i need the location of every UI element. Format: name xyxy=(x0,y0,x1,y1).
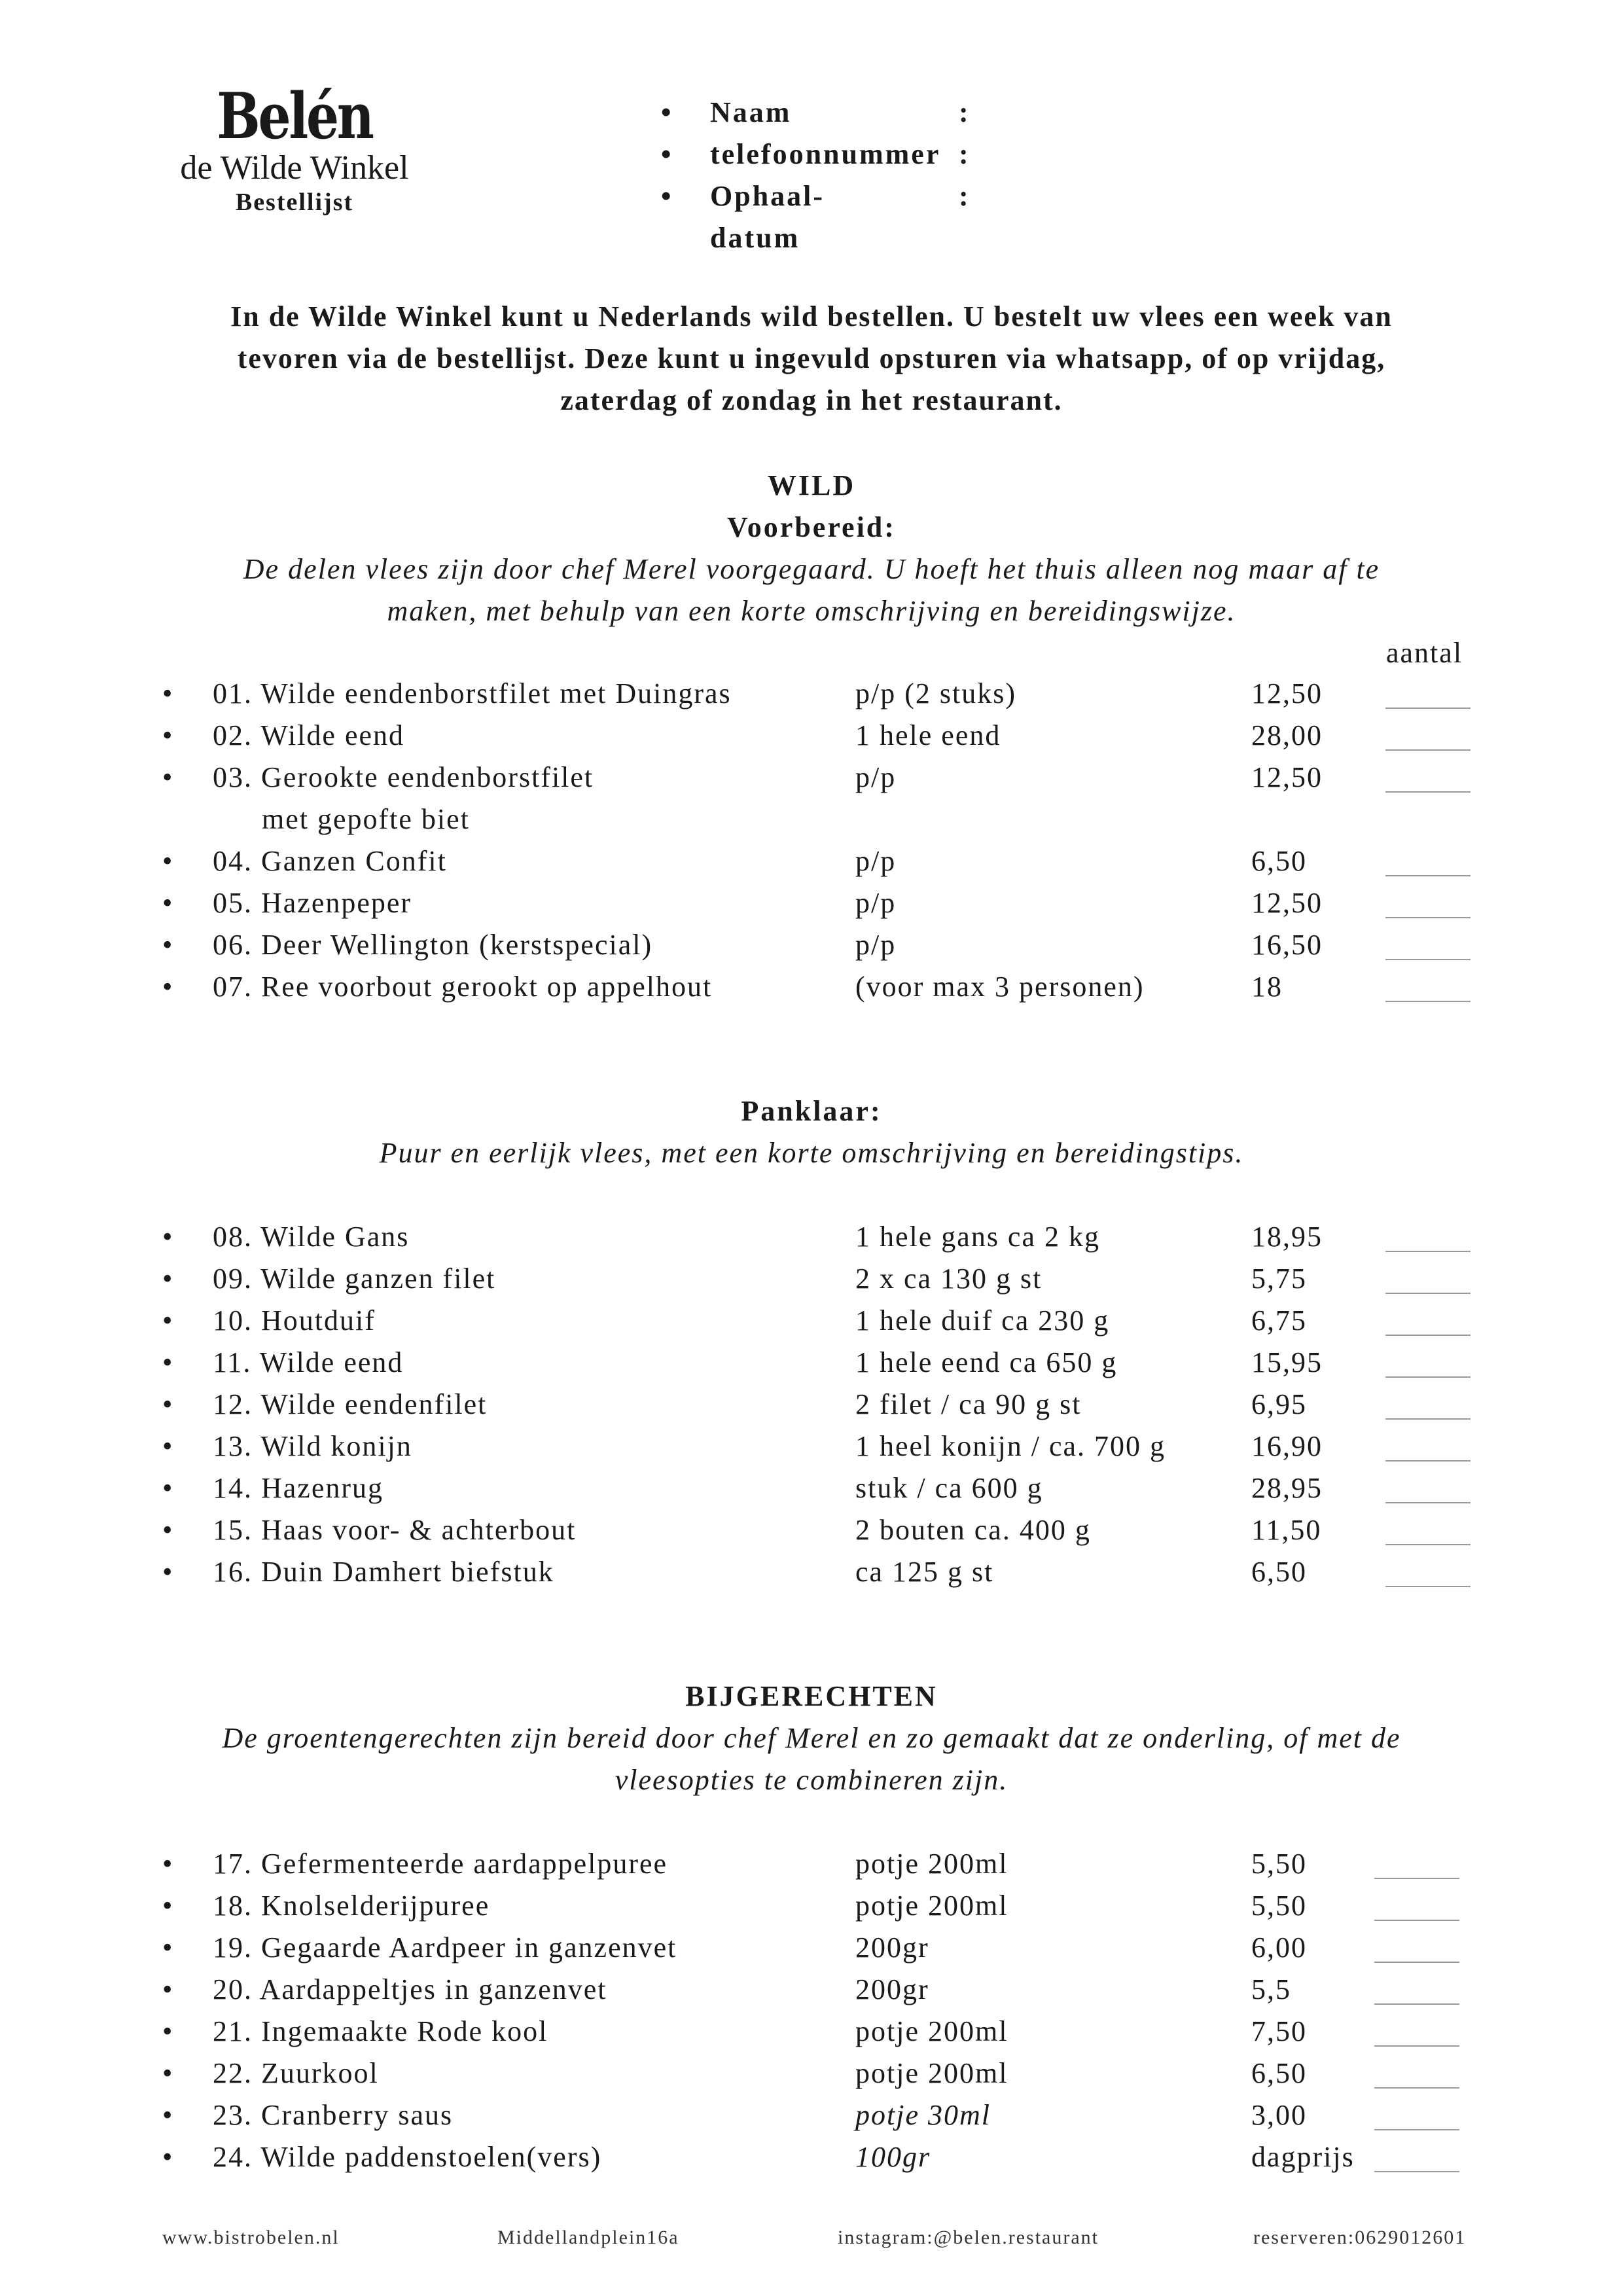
field-colon: : xyxy=(959,180,971,212)
bullet: • xyxy=(162,1848,174,1880)
item-name: 18. Knolselderijpuree xyxy=(213,1890,490,1922)
list-item xyxy=(0,1551,1623,1593)
quantity-line[interactable] xyxy=(1374,2129,1459,2130)
item-unit: 1 hele gans ca 2 kg xyxy=(855,1221,1100,1253)
bullet: • xyxy=(162,2099,174,2131)
list-item xyxy=(0,1426,1623,1467)
item-name: 19. Gegaarde Aardpeer in ganzenvet xyxy=(213,1931,677,1964)
item-unit: 1 heel konijn / ca. 700 g xyxy=(855,1430,1166,1462)
list-item xyxy=(0,1300,1623,1342)
section-title: BIJGERECHTEN xyxy=(685,1680,938,1712)
list-item xyxy=(0,924,1623,966)
bullet: • xyxy=(162,1472,174,1504)
item-name: 14. Hazenrug xyxy=(213,1472,384,1504)
list-item xyxy=(0,1509,1623,1551)
item-name: 12. Wilde eendenfilet xyxy=(213,1388,488,1420)
item-name: 23. Cranberry saus xyxy=(213,2099,454,2131)
section-description: Puur en eerlijk vlees, met een korte omschrijving en bereidingstips. xyxy=(379,1137,1244,1169)
item-unit: stuk / ca 600 g xyxy=(855,1472,1043,1504)
item-price: 5,75 xyxy=(1251,1263,1307,1295)
item-name: 03. Gerookte eendenborstfilet xyxy=(213,761,594,793)
item-price: 6,50 xyxy=(1251,1556,1307,1588)
item-price: dagprijs xyxy=(1251,2141,1355,2173)
logo-subtitle: de Wilde Winkel xyxy=(180,149,409,187)
aantal-header: aantal xyxy=(1386,637,1463,669)
item-price: 16,90 xyxy=(1251,1430,1323,1462)
item-price: 5,50 xyxy=(1251,1848,1307,1880)
item-unit: p/p (2 stuks) xyxy=(855,677,1016,709)
item-name: 13. Wild konijn xyxy=(213,1430,412,1462)
item-unit: p/p xyxy=(855,845,897,877)
quantity-line[interactable] xyxy=(1385,1502,1471,1503)
item-name: 16. Duin Damhert biefstuk xyxy=(213,1556,554,1588)
section-description: maken, met behulp van een korte omschrijving en bereidingswijze. xyxy=(387,595,1236,627)
intro-line: zaterdag of zondag in het restaurant. xyxy=(560,384,1063,416)
logo-list-label: Bestellijst xyxy=(235,188,354,216)
item-name: 10. Houtduif xyxy=(213,1304,376,1336)
field-label: telefoonnummer xyxy=(710,138,941,170)
item-unit: potje 30ml xyxy=(855,2099,991,2131)
field-label: Ophaal-datum xyxy=(710,180,825,254)
bullet: • xyxy=(162,719,174,751)
bullet: • xyxy=(162,1973,174,2005)
section-description: De delen vlees zijn door chef Merel voorgegaard. U hoeft het thuis alleen nog maar af te xyxy=(243,553,1380,585)
item-name: 24. Wilde paddenstoelen(vers) xyxy=(213,2141,602,2173)
item-unit: 200gr xyxy=(855,1931,929,1964)
wild-item-list xyxy=(0,673,1623,1008)
bullet: • xyxy=(162,1221,174,1253)
item-unit: p/p xyxy=(855,887,897,919)
quantity-line[interactable] xyxy=(1385,749,1471,751)
item-unit: p/p xyxy=(855,929,897,961)
item-price: 12,50 xyxy=(1251,677,1323,709)
item-price: 12,50 xyxy=(1251,887,1323,919)
intro-text xyxy=(131,296,1492,422)
item-price: 5,50 xyxy=(1251,1890,1307,1922)
section-bijgerechten-header xyxy=(131,1676,1492,1801)
item-price: 16,50 xyxy=(1251,929,1323,961)
footer-address: Middellandplein16a xyxy=(497,2227,679,2248)
item-price: 6,75 xyxy=(1251,1304,1307,1336)
bullet: • xyxy=(162,1388,174,1420)
quantity-line[interactable] xyxy=(1385,708,1471,709)
bullet: • xyxy=(162,1346,174,1378)
item-name: 11. Wilde eend xyxy=(213,1346,404,1378)
quantity-line[interactable] xyxy=(1385,875,1471,876)
item-unit: 2 bouten ca. 400 g xyxy=(855,1514,1091,1546)
item-unit: 2 filet / ca 90 g st xyxy=(855,1388,1082,1420)
item-unit: 2 x ca 130 g st xyxy=(855,1263,1043,1295)
quantity-line[interactable] xyxy=(1385,1418,1471,1420)
quantity-line[interactable] xyxy=(1385,1001,1471,1002)
quantity-line[interactable] xyxy=(1374,2087,1459,2089)
field-colon: : xyxy=(959,96,971,128)
quantity-line[interactable] xyxy=(1374,1920,1459,1921)
quantity-line[interactable] xyxy=(1374,2045,1459,2047)
quantity-line[interactable] xyxy=(1374,1962,1459,1963)
list-item xyxy=(0,1969,1623,2011)
quantity-line[interactable] xyxy=(1374,2003,1459,2005)
item-price: 6,50 xyxy=(1251,845,1307,877)
item-name: 22. Zuurkool xyxy=(213,2057,379,2089)
item-price: 18,95 xyxy=(1251,1221,1323,1253)
item-unit: potje 200ml xyxy=(855,1848,1008,1880)
quantity-line[interactable] xyxy=(1385,1586,1471,1587)
item-name: 09. Wilde ganzen filet xyxy=(213,1263,496,1295)
item-unit: p/p xyxy=(855,761,897,793)
list-item-continuation xyxy=(0,798,1623,840)
bullet: • xyxy=(162,845,174,877)
intro-line: tevoren via de bestellijst. Deze kunt u ingevuld opsturen via whatsapp, of op vrijdag, xyxy=(237,342,1386,374)
list-item xyxy=(0,1216,1623,1258)
list-item xyxy=(0,2053,1623,2094)
bullet: • xyxy=(162,1304,174,1336)
bullet: • xyxy=(661,138,673,170)
bullet: • xyxy=(661,96,673,128)
section-panklaar-header xyxy=(131,1090,1492,1174)
item-price: 3,00 xyxy=(1251,2099,1307,2131)
section-wild-header xyxy=(131,465,1492,632)
quantity-line[interactable] xyxy=(1374,2171,1459,2172)
item-name: 05. Hazenpeper xyxy=(213,887,412,919)
quantity-line[interactable] xyxy=(1385,1335,1471,1336)
bullet: • xyxy=(162,929,174,961)
item-name: 15. Haas voor- & achterbout xyxy=(213,1514,577,1546)
item-price: 12,50 xyxy=(1251,761,1323,793)
quantity-line[interactable] xyxy=(1385,959,1471,960)
item-price: 7,50 xyxy=(1251,2015,1307,2047)
item-name: 21. Ingemaakte Rode kool xyxy=(213,2015,548,2047)
section-description: vleesopties te combineren zijn. xyxy=(615,1764,1008,1796)
item-unit: 100gr xyxy=(855,2141,931,2173)
item-price: 6,00 xyxy=(1251,1931,1307,1964)
item-price: 28,95 xyxy=(1251,1472,1323,1504)
bullet: • xyxy=(162,2141,174,2173)
list-item xyxy=(0,757,1623,798)
bullet: • xyxy=(162,1430,174,1462)
item-price: 28,00 xyxy=(1251,719,1323,751)
list-item xyxy=(0,1342,1623,1384)
bijgerechten-item-list xyxy=(0,1843,1623,2178)
item-price: 15,95 xyxy=(1251,1346,1323,1378)
bullet: • xyxy=(162,1263,174,1295)
list-item xyxy=(0,715,1623,757)
list-item xyxy=(0,673,1623,715)
item-name: 02. Wilde eend xyxy=(213,719,405,751)
footer-phone: reserveren:0629012601 xyxy=(1253,2227,1467,2248)
bullet: • xyxy=(162,2015,174,2047)
item-name: 20. Aardappeltjes in ganzenvet xyxy=(213,1973,607,2005)
bullet: • xyxy=(661,180,673,212)
field-colon: : xyxy=(959,138,971,170)
item-unit: 1 hele eend xyxy=(855,719,1001,751)
logo-name: Belén xyxy=(217,79,372,153)
bullet: • xyxy=(162,1556,174,1588)
item-name: 08. Wilde Gans xyxy=(213,1221,410,1253)
footer-website[interactable]: www.bistrobelen.nl xyxy=(162,2227,340,2248)
item-unit: 1 hele duif ca 230 g xyxy=(855,1304,1110,1336)
logo xyxy=(177,79,412,217)
section-subtitle: Panklaar: xyxy=(741,1095,882,1127)
bullet: • xyxy=(162,887,174,919)
list-item xyxy=(0,1258,1623,1300)
list-item xyxy=(0,2136,1623,2178)
list-item xyxy=(0,2094,1623,2136)
quantity-line[interactable] xyxy=(1385,1544,1471,1545)
item-price: 18 xyxy=(1251,971,1283,1003)
list-item xyxy=(0,1843,1623,1885)
quantity-line[interactable] xyxy=(1374,1878,1459,1879)
item-unit: potje 200ml xyxy=(855,1890,1008,1922)
item-name: 06. Deer Wellington (kerstspecial) xyxy=(213,929,653,961)
item-unit: potje 200ml xyxy=(855,2057,1008,2089)
quantity-line[interactable] xyxy=(1385,791,1471,793)
bullet: • xyxy=(162,1890,174,1922)
item-price: 5,5 xyxy=(1251,1973,1291,2005)
footer-instagram[interactable]: instagram:@belen.restaurant xyxy=(838,2227,1099,2248)
quantity-line[interactable] xyxy=(1385,917,1471,918)
section-subtitle: Voorbereid: xyxy=(727,511,896,543)
quantity-line[interactable] xyxy=(1385,1251,1471,1252)
item-name: 17. Gefermenteerde aardappelpuree xyxy=(213,1848,668,1880)
item-unit: (voor max 3 personen) xyxy=(855,971,1145,1003)
bullet: • xyxy=(162,2057,174,2089)
item-name-continuation: met gepofte biet xyxy=(262,803,470,835)
bullet: • xyxy=(162,1514,174,1546)
item-unit: 1 hele eend ca 650 g xyxy=(855,1346,1118,1378)
quantity-line[interactable] xyxy=(1385,1293,1471,1294)
list-item xyxy=(0,1885,1623,1927)
item-price: 6,95 xyxy=(1251,1388,1307,1420)
list-item xyxy=(0,2011,1623,2053)
item-unit: potje 200ml xyxy=(855,2015,1008,2047)
bullet: • xyxy=(162,1931,174,1964)
item-price: 11,50 xyxy=(1251,1514,1322,1546)
list-item xyxy=(0,882,1623,924)
item-price: 6,50 xyxy=(1251,2057,1307,2089)
bullet: • xyxy=(162,761,174,793)
item-name: 01. Wilde eendenborstfilet met Duingras xyxy=(213,677,732,709)
panklaar-item-list xyxy=(0,1216,1623,1593)
quantity-line[interactable] xyxy=(1385,1460,1471,1462)
bullet: • xyxy=(162,677,174,709)
list-item xyxy=(0,966,1623,1008)
section-title: WILD xyxy=(767,469,856,501)
item-name: 07. Ree voorbout gerookt op appelhout xyxy=(213,971,713,1003)
item-unit: 200gr xyxy=(855,1973,929,2005)
section-description: De groentengerechten zijn bereid door chef Merel en zo gemaakt dat ze onderling, of met de xyxy=(222,1722,1401,1754)
quantity-line[interactable] xyxy=(1385,1376,1471,1378)
bullet: • xyxy=(162,971,174,1003)
list-item xyxy=(0,1927,1623,1969)
list-item xyxy=(0,1467,1623,1509)
intro-line: In de Wilde Winkel kunt u Nederlands wild bestellen. U bestelt uw vlees een week van xyxy=(230,300,1393,332)
item-name: 04. Ganzen Confit xyxy=(213,845,447,877)
field-label: Naam xyxy=(710,96,792,128)
item-unit: ca 125 g st xyxy=(855,1556,994,1588)
list-item xyxy=(0,1384,1623,1426)
list-item xyxy=(0,840,1623,882)
